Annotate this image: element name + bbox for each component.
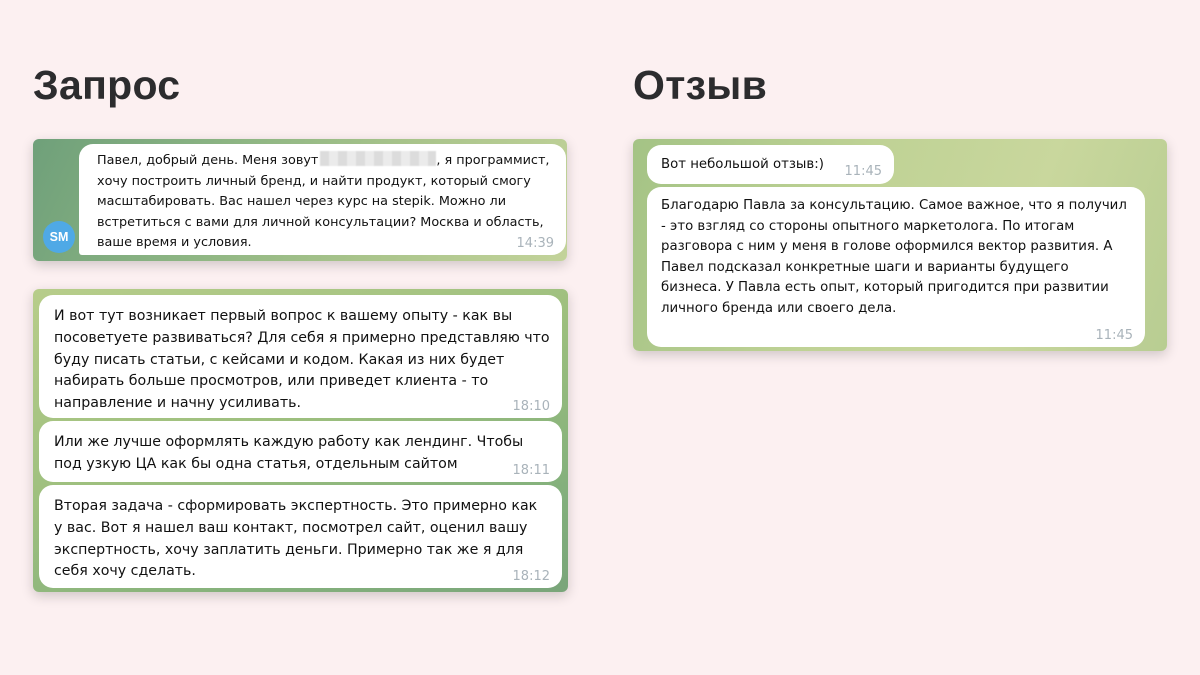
avatar[interactable]: SM [43, 221, 75, 253]
message-time: 14:39 [516, 236, 554, 251]
review-message-bubble[interactable] [647, 145, 894, 184]
message-time: 11:45 [1095, 328, 1133, 343]
review-message-bubble[interactable] [647, 187, 1145, 347]
questions-chat-panel [33, 289, 568, 592]
message-time: 18:10 [512, 399, 550, 414]
request-chat-panel [33, 139, 567, 261]
question-message-bubble[interactable] [39, 295, 562, 418]
question-message-text: Вторая задача - сформировать экспертность. Это примерно как у вас. Вот я нашел ваш контакт, посмотрел сайт, оценил вашу экспертность, хочу заплатить деньги. Примерно так же я для себя хочу сделать. [54, 498, 538, 580]
review-message-text: Благодарю Павла за консультацию. Самое важное, что я получил - это взгляд со стороны опытного маркетолога. По итогам разговора с ним у меня в голове оформился вектор развития. А Павел подсказал конкретные шаги и варианты будущего бизнеса. У Павла есть опыт, который пригодится при развитии личного бренда или своего дела. [661, 198, 1127, 316]
message-time: 18:11 [512, 463, 550, 478]
request-message-bubble[interactable] [79, 144, 566, 255]
request-message-text [97, 151, 554, 254]
message-time: 18:12 [512, 569, 550, 584]
question-message-text: Или же лучше оформлять каждую работу как лендинг. Чтобы под узкую ЦА как бы одна статья, отдельным сайтом [54, 434, 524, 472]
heading-request: Запрос [33, 62, 181, 108]
redacted-name-blur [320, 151, 436, 166]
question-message-text: И вот тут возникает первый вопрос к вашему опыту - как вы посоветуете развиваться? Для себя я примерно представляю что буду писать статьи, с кейсами и кодом. Какая из них будет набирать больше просмотров, или приведет клиента - то направление и начну усиливать. [54, 308, 550, 412]
heading-review: Отзыв [633, 62, 768, 108]
review-message-text: Вот небольшой отзыв:) [661, 157, 824, 172]
request-message-text-start: Павел, добрый день. Меня зовут [97, 153, 319, 168]
request-message-text-end: , я программист, хочу построить личный бренд, и найти продукт, который смогу масштабировать. Вас нашел через курс на stepik. Можно ли встретиться с вами для личной консультации? Москва и область, ваше время и условия. [97, 153, 550, 251]
question-message-bubble[interactable] [39, 421, 562, 482]
review-chat-panel [633, 139, 1167, 351]
question-message-bubble[interactable] [39, 485, 562, 588]
message-time: 11:45 [844, 164, 882, 179]
